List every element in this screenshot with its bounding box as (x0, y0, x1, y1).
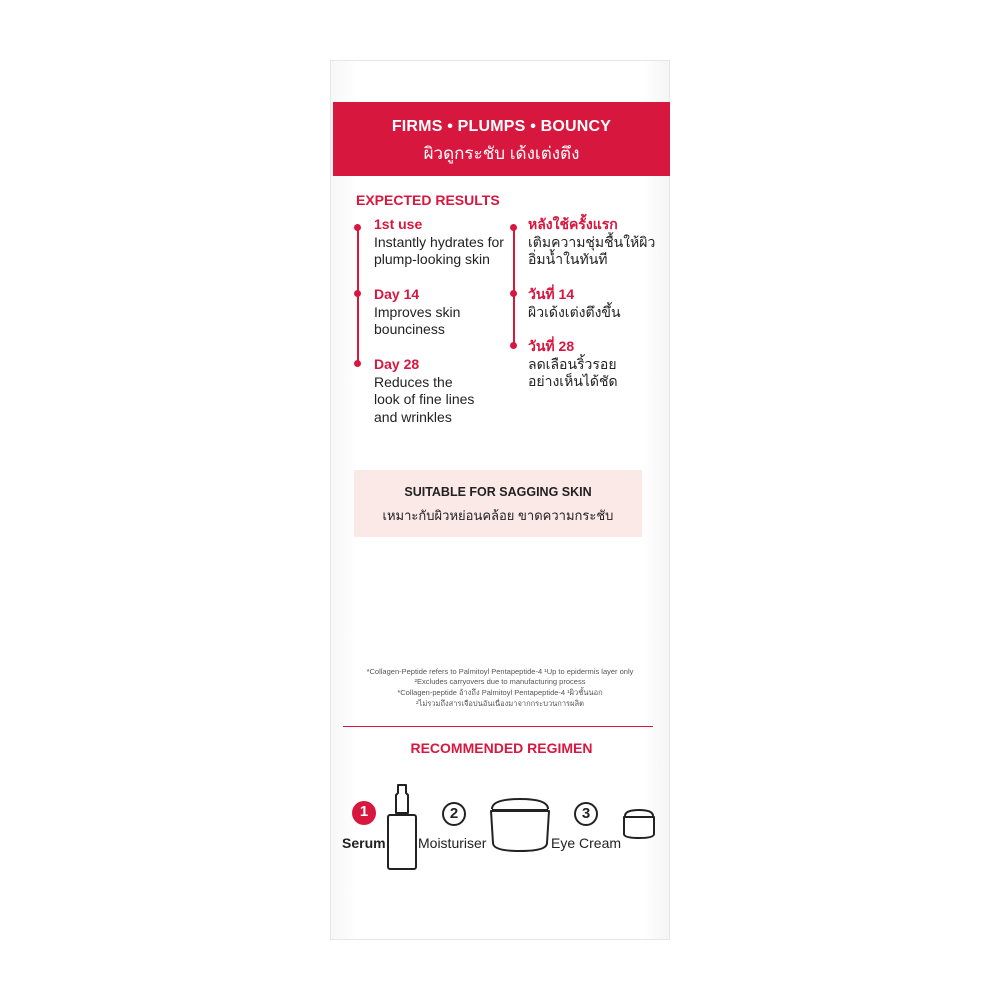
step-number-badge: 1 (352, 801, 376, 825)
timeline-dot (354, 290, 361, 297)
claims-banner (333, 102, 670, 176)
result-step-th-1 (528, 216, 655, 269)
eye-cream-jar-icon (622, 808, 656, 840)
step-desc-line: plump-looking skin (374, 251, 490, 267)
suitable-box (354, 470, 642, 537)
divider (343, 726, 653, 727)
step-desc-line: Improves skin (374, 303, 461, 320)
result-step-day28 (374, 356, 474, 426)
step-desc-line: เติมความชุ่มชื้นให้ผิว (528, 233, 656, 250)
result-step-th-2 (528, 286, 621, 321)
suitable-text-en: SUITABLE FOR SAGGING SKIN (404, 485, 592, 499)
step-desc-line: Instantly hydrates for (374, 233, 504, 250)
step-desc-line: อย่างเห็นได้ชัด (528, 373, 618, 389)
step-desc-line: bounciness (374, 321, 445, 337)
claims-title-en: FIRMS • PLUMPS • BOUNCY (391, 118, 612, 135)
step-desc-line: ผิวเด้งเต่งตึงขึ้น (528, 303, 621, 320)
serum-bottle-icon (386, 783, 418, 871)
regimen-label-eye-cream: Eye Cream (551, 835, 622, 851)
step-title: วันที่ 14 (528, 286, 575, 302)
step-desc-line: and wrinkles (374, 408, 452, 425)
footnote-line: ²ไม่รวมถึงสารเจือปนอันเนื่องมาจากกระบวนการผลิต (416, 699, 584, 708)
step-desc-line: look of fine lines (374, 391, 475, 407)
step-number-badge: 3 (574, 802, 598, 826)
result-step-th-3 (528, 338, 618, 391)
step-number-badge: 2 (442, 802, 466, 826)
step-title: หลังใช้ครั้งแรก (528, 216, 618, 232)
footnote-line: ²Excludes carryovers due to manufacturing process (414, 677, 586, 686)
timeline-dot (510, 290, 517, 297)
timeline-dot (510, 224, 517, 231)
suitable-text-th: เหมาะกับผิวหย่อนคล้อย ขาดความกระชับ (382, 508, 614, 523)
step-desc-line: ลดเลือนริ้วรอย (528, 355, 617, 372)
timeline-dot (510, 342, 517, 349)
claims-title-th: ผิวดูกระชับ เด้งเต่งตึง (423, 144, 580, 163)
step-desc-line: Reduces the (374, 373, 453, 390)
step-title: วันที่ 28 (528, 338, 575, 354)
footnote-line: *Collagen-Peptide refers to Palmitoyl Pentapeptide-4 ¹Up to epidermis layer only (366, 667, 634, 676)
timeline-line-th (513, 226, 515, 346)
regimen-label-serum: Serum (342, 835, 386, 851)
timeline-dot (354, 360, 361, 367)
regimen-label-moisturiser: Moisturiser (418, 835, 487, 851)
step-title: Day 28 (374, 356, 420, 372)
result-step-1st-use (374, 216, 504, 269)
expected-results-heading: EXPECTED RESULTS (356, 192, 500, 208)
result-step-day14 (374, 286, 460, 339)
regimen-heading: RECOMMENDED REGIMEN (410, 740, 593, 756)
step-title: 1st use (374, 216, 423, 232)
timeline-dot (354, 224, 361, 231)
moisturiser-jar-icon (488, 797, 552, 853)
step-title: Day 14 (374, 286, 420, 302)
footnote-line: *Collagen-peptide อ้างถึง Palmitoyl Pentapeptide-4 ¹ผิวชั้นนอก (397, 688, 603, 697)
step-desc-line: อิ่มน้ำในทันที (528, 251, 608, 267)
